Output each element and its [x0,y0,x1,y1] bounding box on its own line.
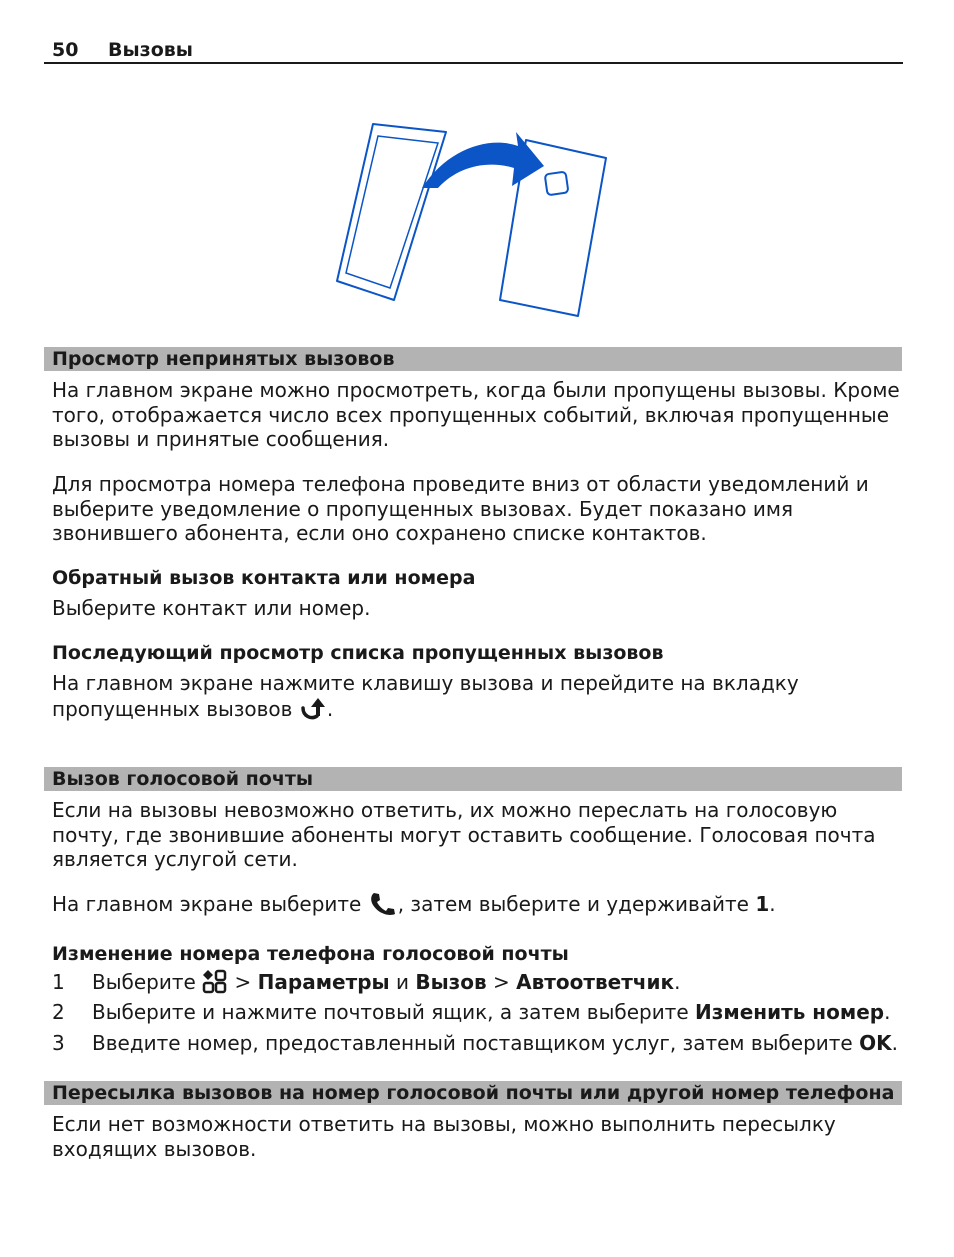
missed-paragraph-1: На главном экране можно просмотреть, когда были пропущены вызовы. Кроме того, отображается число всех пропущенных событий, включая пропущенные вызовы и принятые сообщения. [52,378,900,451]
voicemail-paragraph-2 [52,891,902,917]
step-text: Выберите [92,970,196,994]
change-number-subheading: Изменение номера телефона голосовой почты [52,943,569,965]
callback-text: Выберите контакт или номер. [52,596,371,620]
section-title-missed: Просмотр непринятых вызовов [44,347,902,371]
step-end: . [891,1031,898,1055]
menu-grid-icon [202,969,228,995]
forward-paragraph-1: Если нет возможности ответить на вызовы, можно выполнить пересылку входящих вызовов. [52,1112,836,1161]
page-header [44,38,903,64]
ok-option[interactable]: OK [859,1031,892,1055]
later-text [52,671,902,722]
change-number-option[interactable]: Изменить номер [695,1000,885,1024]
step-end: . [884,1000,891,1024]
step-sep: > [234,970,252,994]
step-2 [52,1000,902,1024]
header-section: Вызовы [108,39,193,61]
step-text: Выберите и нажмите почтовый ящик, а затем выберите [92,1000,689,1024]
later-text-body: На главном экране нажмите клавишу вызова и перейдите на вкладку пропущенных вызовов [52,671,799,721]
voicemail-p2-start: На главном экране выберите [52,892,362,916]
section-title-voicemail: Вызов голосовой почты [44,767,902,791]
phone-flip-illustration [330,118,620,324]
voicemail-paragraph-1: Если на вызовы невозможно ответить, их можно переслать на голосовую почту, где звонившие абоненты могут оставить сообщение. Голосовая почта является услугой сети. [52,798,876,871]
missed-calls-icon [299,696,327,722]
menu-call[interactable]: Вызов [415,970,487,994]
voicemail-p2-mid: , затем выберите и удерживайте [397,892,749,916]
missed-paragraph-2: Для просмотра номера телефона проведите вниз от области уведомлений и выберите уведомление о пропущенных вызовах. Будет показано имя звонившего абонента, если оно сохранено списке контактов. [52,472,869,545]
step-and: и [395,970,409,994]
phone-handset-icon [368,891,398,917]
step-number: 3 [52,1031,65,1055]
step-end: . [674,970,681,994]
step-text: Введите номер, предоставленный поставщиком услуг, затем выберите [92,1031,853,1055]
step-3 [52,1031,902,1055]
later-text-end: . [326,696,334,721]
callback-subheading: Обратный вызов контакта или номера [52,567,476,589]
voicemail-key: 1 [755,892,770,916]
step-1 [52,969,902,995]
menu-params[interactable]: Параметры [257,970,390,994]
step-number: 1 [52,970,65,994]
voicemail-p2-end: . [769,892,776,916]
page-number: 50 [52,39,79,61]
menu-answering-machine[interactable]: Автоответчик [516,970,675,994]
step-number: 2 [52,1000,65,1024]
step-sep: > [493,970,510,994]
later-subheading: Последующий просмотр списка пропущенных вызовов [52,642,664,664]
section-title-forward: Пересылка вызовов на номер голосовой почты или другой номер телефона [44,1081,902,1105]
